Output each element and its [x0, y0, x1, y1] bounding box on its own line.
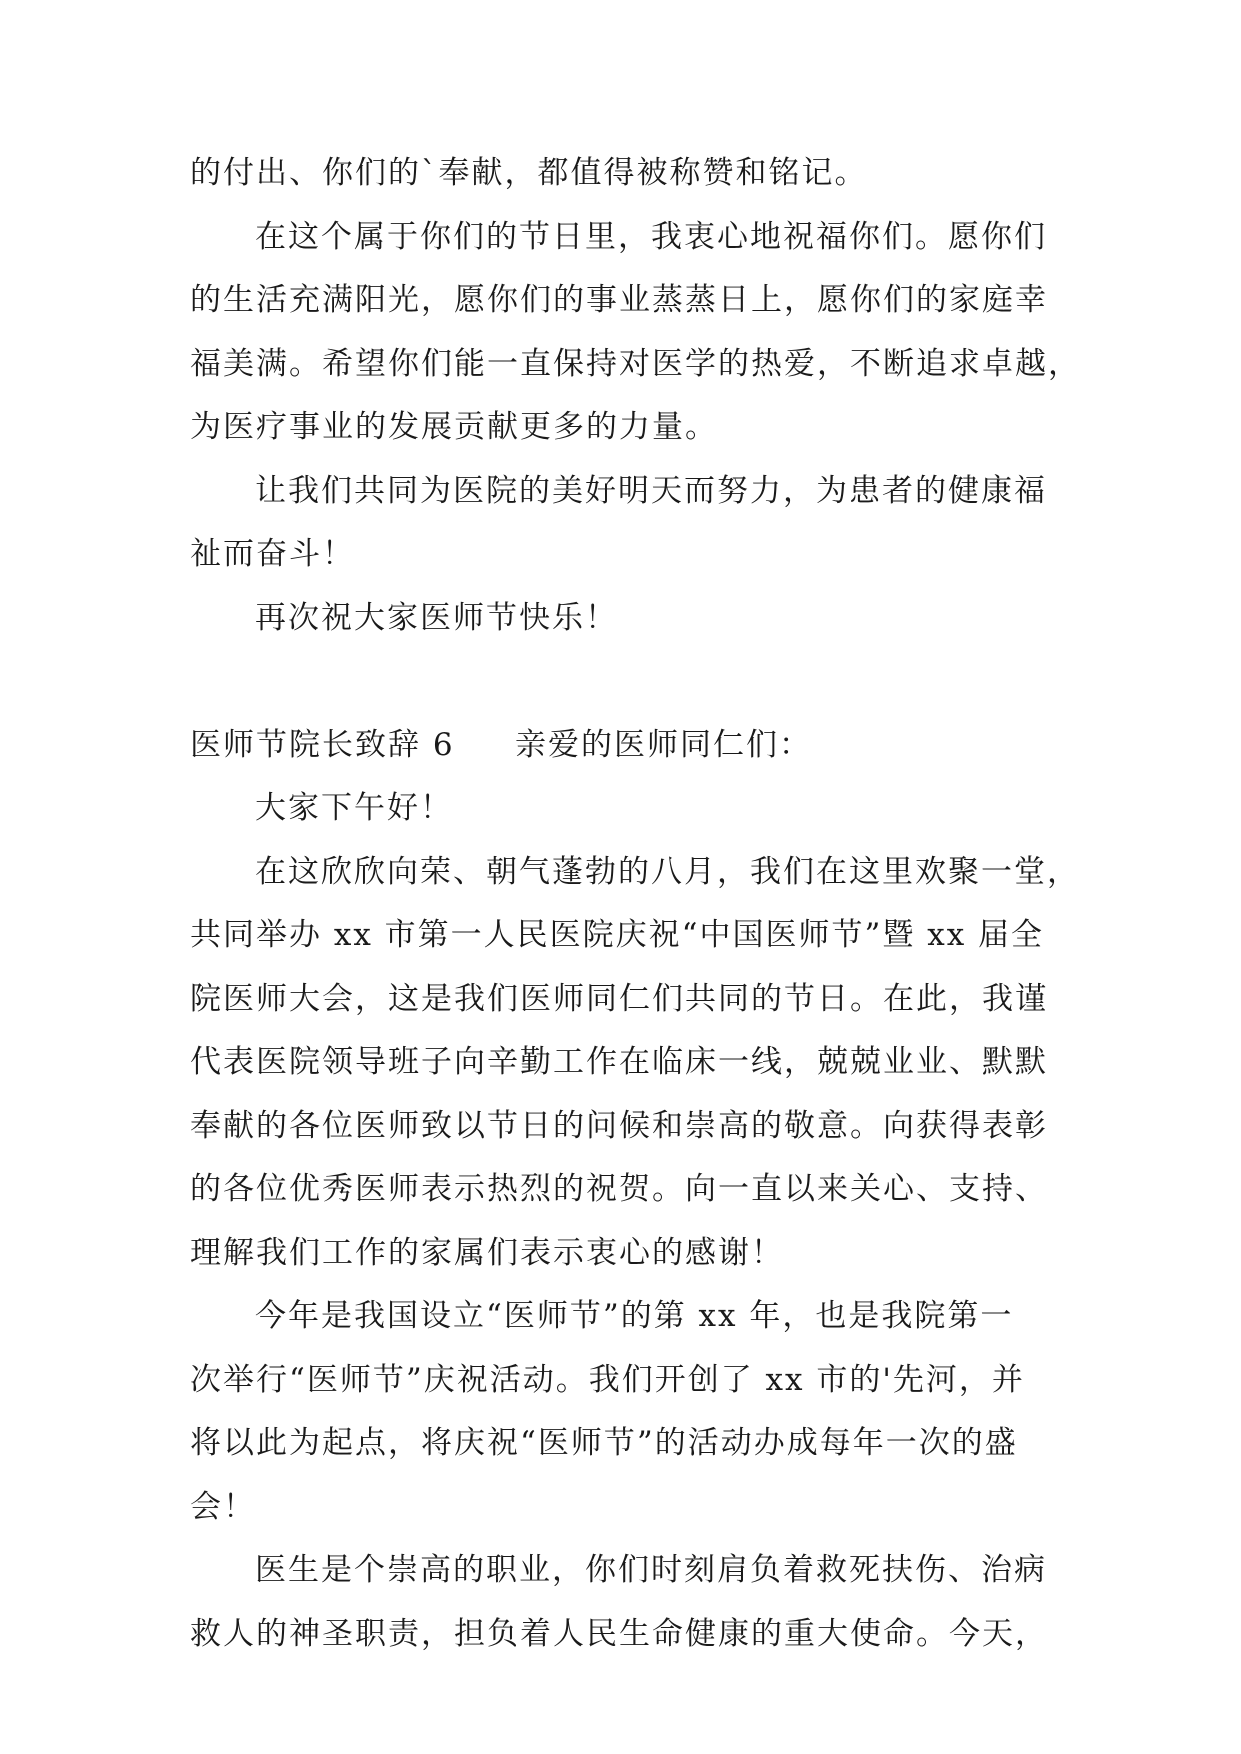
section-heading — [190, 714, 1070, 778]
salutation: 亲爱的医师同仁们： — [515, 726, 812, 763]
paragraph-line: 今年是我国设立“医师节”的第 xx 年，也是我院第一 — [255, 1298, 1014, 1334]
section-gap — [190, 650, 1070, 714]
paragraph-line: 让我们共同为医院的美好明天而努力，为患者的健康福 — [255, 472, 1047, 509]
paragraph-line: 共同举办 xx 市第一人民医院庆祝“中国医师节”暨 xx 届全 — [190, 917, 1045, 953]
paragraph-line: 的生活充满阳光，愿你们的事业蒸蒸日上，愿你们的家庭幸 — [190, 282, 1048, 318]
paragraph-line: 在这个属于你们的节日里，我衷心地祝福你们。愿你们 — [255, 218, 1047, 255]
paragraph-line: 福美满。希望你们能一直保持对医学的热爱，不断追求卓越， — [190, 345, 1081, 382]
paragraph-line: 救人的神圣职责，担负着人民生命健康的重大使命。今天， — [190, 1615, 1048, 1652]
paragraph-line: 在这欣欣向荣、朝气蓬勃的八月，我们在这里欢聚一堂， — [255, 853, 1080, 890]
paragraph-line: 的付出、你们的`奉献，都值得被称赞和铭记。 — [190, 155, 868, 191]
paragraph-line: 奉献的各位医师致以节日的问候和崇高的敬意。向获得表彰 — [190, 1107, 1048, 1144]
paragraph-line: 会！ — [190, 1488, 256, 1525]
paragraph-line: 大家下午好！ — [255, 790, 453, 826]
paragraph-line: 代表医院领导班子向辛勤工作在临床一线，兢兢业业、默默 — [190, 1044, 1048, 1080]
paragraph-line: 的各位优秀医师表示热烈的祝贺。向一直以来关心、支持、 — [190, 1171, 1048, 1207]
paragraph-line: 祉而奋斗！ — [190, 536, 355, 572]
paragraph-line: 院医师大会，这是我们医师同仁们共同的节日。在此，我谨 — [190, 980, 1048, 1017]
paragraph-line: 理解我们工作的家属们表示衷心的感谢！ — [190, 1234, 784, 1271]
paragraph-line: 将以此为起点，将庆祝“医师节”的活动办成每年一次的盛 — [190, 1425, 1018, 1461]
paragraph-line: 次举行“医师节”庆祝活动。我们开创了 xx 市的'先河，并 — [190, 1361, 1025, 1398]
document-body — [190, 142, 1081, 1666]
section-title: 医师节院长致辞 6 — [190, 726, 455, 763]
paragraph-line: 为医疗事业的发展贡献更多的力量。 — [190, 409, 718, 445]
paragraph-line: 再次祝大家医师节快乐！ — [255, 599, 618, 636]
paragraph-line: 医生是个崇高的职业，你们时刻肩负着救死扶伤、治病 — [255, 1552, 1047, 1588]
